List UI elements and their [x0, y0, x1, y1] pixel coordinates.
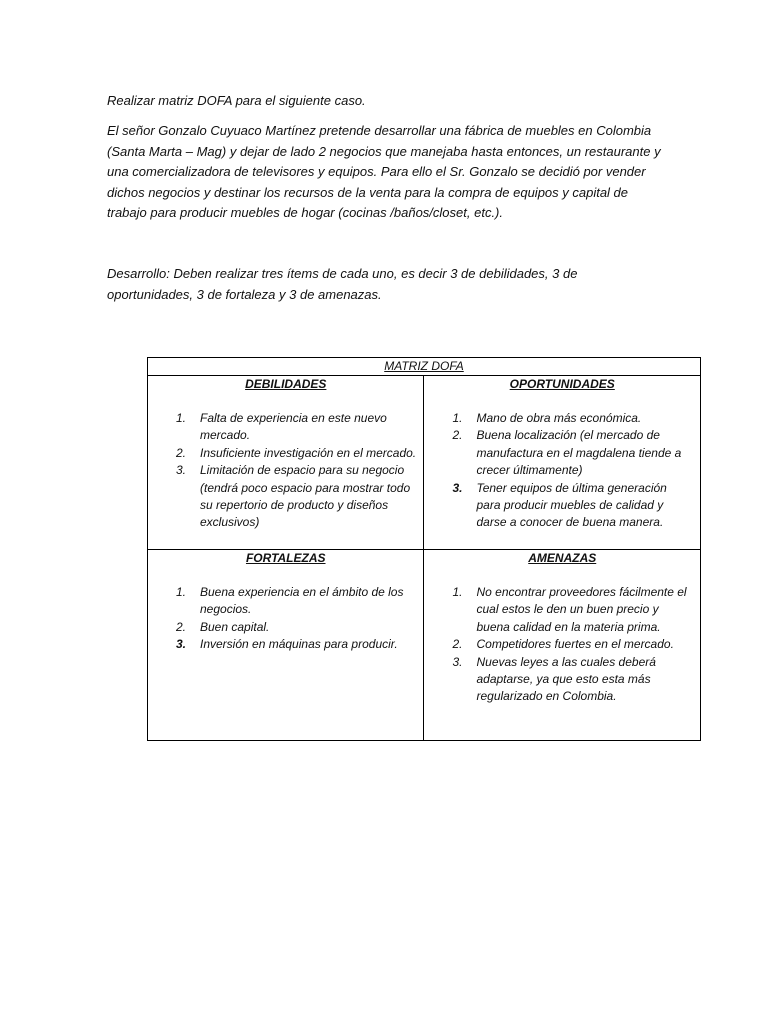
item-number: 1.	[452, 585, 463, 599]
list-item	[148, 410, 423, 445]
item-number: 3.	[452, 480, 463, 495]
list-item	[424, 410, 700, 427]
matrix-title: MATRIZ DOFA	[148, 358, 701, 376]
oportunidades-heading: OPORTUNIDADES	[509, 377, 615, 391]
item-text: Insuficiente investigación en el mercado.	[200, 445, 417, 460]
item-text: Competidores fuertes en el mercado.	[476, 637, 674, 652]
fortalezas-cell	[148, 550, 424, 741]
fortalezas-list	[148, 584, 423, 654]
item-text: Tener equipos de última generación para producir muebles de calidad y darse a conocer de buena manera.	[476, 480, 667, 530]
list-item	[424, 584, 700, 636]
list-item	[148, 584, 423, 619]
item-text: Nuevas leyes a las cuales deberá adaptarse, ya que esto esta más regularizado en Colombia.	[476, 654, 656, 704]
fortalezas-heading: FORTALEZAS	[245, 551, 326, 565]
list-item	[424, 636, 700, 653]
list-item	[424, 427, 700, 479]
item-text: Limitación de espacio para su negocio (tendrá poco espacio para mostrar todo su repertorio de producto y diseños exclusivos)	[200, 463, 411, 530]
item-number: 2.	[176, 619, 187, 634]
debilidades-heading: DEBILIDADES	[245, 377, 327, 391]
amenazas-heading: AMENAZAS	[528, 551, 597, 565]
intro-text: Realizar matriz DOFA para el siguiente caso.	[107, 93, 366, 108]
item-text: No encontrar proveedores fácilmente el cual estos le den un buen precio y buena calidad en la materia prima.	[476, 585, 687, 634]
task-instructions: Desarrollo: Deben realizar tres ítems de cada uno, es decir 3 de debilidades, 3 de oportunidades, 3 de fortaleza y 3 de amenazas.	[107, 266, 578, 302]
dofa-matrix	[147, 357, 701, 741]
amenazas-cell	[424, 550, 701, 741]
item-number: 2.	[452, 428, 463, 443]
item-text: Buena experiencia en el ámbito de los negocios.	[200, 585, 404, 617]
item-number: 3.	[176, 463, 187, 478]
item-number: 1.	[176, 411, 187, 425]
item-number: 2.	[452, 637, 463, 652]
oportunidades-list	[424, 410, 700, 532]
item-number: 3.	[452, 654, 463, 669]
list-item	[148, 445, 423, 462]
item-text: Buena localización (el mercado de manufactura en el magdalena tiende a crecer últimamente)	[476, 428, 682, 478]
debilidades-cell	[148, 376, 424, 550]
item-text: Inversión en máquinas para producir.	[200, 637, 398, 652]
amenazas-list	[424, 584, 700, 706]
item-number: 2.	[176, 445, 187, 460]
case-description: El señor Gonzalo Cuyuaco Martínez pretende desarrollar una fábrica de muebles en Colombia (Santa Marta – Mag) y dejar de lado 2 negocios que manejaba hasta entonces, un restaurante y una comercializadora de televisores y equipos. Para ello el Sr. Gonzalo se decidió por vender dichos negocios y destinar los recursos de la venta para la compra de equipos y capital de trabajo para producir muebles de hogar (cocinas /baños/closet, etc.).	[107, 123, 661, 220]
list-item	[148, 636, 423, 653]
list-item	[148, 462, 423, 532]
list-item	[148, 619, 423, 636]
item-number: 3.	[176, 637, 187, 652]
item-text: Falta de experiencia en este nuevo mercado.	[200, 411, 387, 443]
debilidades-list	[148, 410, 423, 532]
oportunidades-cell	[424, 376, 701, 550]
item-number: 1.	[452, 411, 463, 425]
item-number: 1.	[176, 585, 187, 599]
list-item	[424, 480, 700, 532]
list-item	[424, 654, 700, 706]
item-text: Buen capital.	[200, 619, 270, 634]
item-text: Mano de obra más económica.	[476, 411, 642, 425]
